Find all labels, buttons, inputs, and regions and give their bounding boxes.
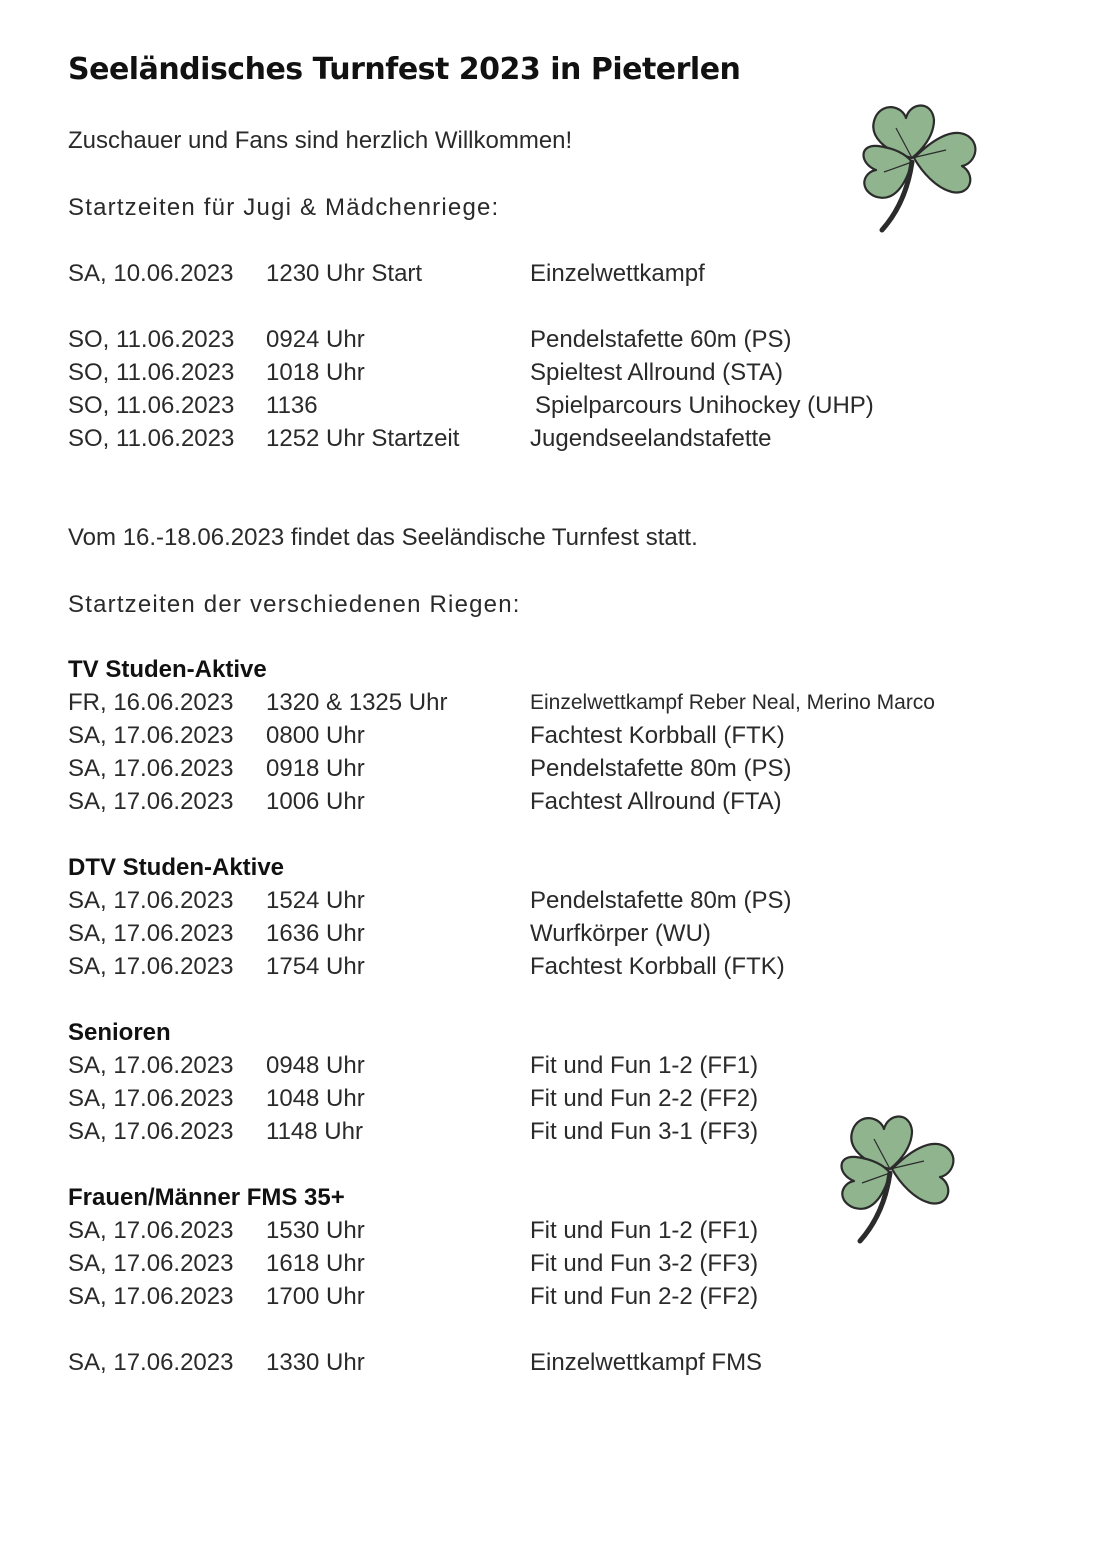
row-time: 1320 & 1325 Uhr <box>266 689 448 716</box>
four-leaf-clover-icon <box>824 1103 960 1249</box>
row-time: 1230 Uhr Start <box>266 260 423 287</box>
schedule-row <box>68 1282 1058 1312</box>
schedule-row <box>68 754 1058 784</box>
row-time: 0918 Uhr <box>266 755 365 782</box>
row-event: Pendelstafette 60m (PS) <box>530 326 792 353</box>
row-time: 0800 Uhr <box>266 722 365 749</box>
row-date: FR, 16.06.2023 <box>68 689 234 716</box>
row-date: SA, 17.06.2023 <box>68 722 234 749</box>
row-date: SA, 17.06.2023 <box>68 887 234 914</box>
row-event: Einzelwettkampf Reber Neal, Merino Marco <box>530 691 935 714</box>
jugi-row <box>68 325 1058 355</box>
welcome-text: Zuschauer und Fans sind herzlich Willkommen! <box>68 127 573 154</box>
schedule-row <box>68 1249 1058 1279</box>
row-date: SA, 17.06.2023 <box>68 1283 234 1310</box>
row-time: 1006 Uhr <box>266 788 365 815</box>
row-event: Fachtest Allround (FTA) <box>530 788 782 815</box>
jugi-row <box>68 358 1058 388</box>
row-time: 1018 Uhr <box>266 359 365 386</box>
row-date: SA, 17.06.2023 <box>68 953 234 980</box>
row-time: 1530 Uhr <box>266 1217 365 1244</box>
row-date: SA, 17.06.2023 <box>68 1085 234 1112</box>
row-event: Fit und Fun 3-1 (FF3) <box>530 1118 759 1145</box>
row-time: 1618 Uhr <box>266 1250 365 1277</box>
row-time: 1700 Uhr <box>266 1283 365 1310</box>
row-event: Fit und Fun 2-2 (FF2) <box>530 1085 759 1112</box>
row-date: SA, 10.06.2023 <box>68 260 234 287</box>
riegen-section-heading: Startzeiten der verschiedenen Riegen: <box>68 591 521 618</box>
schedule-row <box>68 952 1058 982</box>
four-leaf-clover-icon <box>846 92 982 238</box>
jugi-row <box>68 391 1058 421</box>
row-event: Jugendseelandstafette <box>530 425 772 452</box>
schedule-row <box>68 787 1058 817</box>
row-event: Spielparcours Unihockey (UHP) <box>535 392 874 419</box>
row-date: SA, 17.06.2023 <box>68 788 234 815</box>
row-time: 1754 Uhr <box>266 953 365 980</box>
row-time: 1252 Uhr Startzeit <box>266 425 460 452</box>
group-heading-fms: Frauen/Männer FMS 35+ <box>68 1184 345 1211</box>
row-time: 1048 Uhr <box>266 1085 365 1112</box>
row-time: 1524 Uhr <box>266 887 365 914</box>
jugi-row <box>68 424 1058 454</box>
row-date: SA, 17.06.2023 <box>68 1118 234 1145</box>
row-time: 0948 Uhr <box>266 1052 365 1079</box>
jugi-section-heading: Startzeiten für Jugi & Mädchenriege: <box>68 194 500 221</box>
row-date: SA, 17.06.2023 <box>68 1250 234 1277</box>
row-event: Spieltest Allround (STA) <box>530 359 783 386</box>
jugi-row <box>68 259 1058 289</box>
row-event: Fachtest Korbball (FTK) <box>530 953 785 980</box>
row-event: Einzelwettkampf FMS <box>530 1349 763 1376</box>
row-event: Pendelstafette 80m (PS) <box>530 887 792 914</box>
schedule-row <box>68 919 1058 949</box>
schedule-row <box>68 886 1058 916</box>
row-date: SA, 17.06.2023 <box>68 755 234 782</box>
schedule-row <box>68 688 1058 718</box>
schedule-row <box>68 721 1058 751</box>
row-event: Pendelstafette 80m (PS) <box>530 755 792 782</box>
group-heading-tv-studen: TV Studen-Aktive <box>68 656 267 683</box>
row-time: 1636 Uhr <box>266 920 365 947</box>
row-date: SO, 11.06.2023 <box>68 359 235 386</box>
row-event: Einzelwettkampf <box>530 260 705 287</box>
page-title: Seeländisches Turnfest 2023 in Pieterlen <box>68 52 741 87</box>
schedule-row <box>68 1051 1058 1081</box>
row-date: SA, 17.06.2023 <box>68 1052 234 1079</box>
row-event: Fit und Fun 1-2 (FF1) <box>530 1052 759 1079</box>
row-event: Fit und Fun 3-2 (FF3) <box>530 1250 759 1277</box>
row-time: 1148 Uhr <box>266 1118 363 1145</box>
row-time: 1330 Uhr <box>266 1349 365 1376</box>
schedule-row <box>68 1348 1058 1378</box>
row-event: Fit und Fun 1-2 (FF1) <box>530 1217 759 1244</box>
row-time: 0924 Uhr <box>266 326 365 353</box>
group-heading-senioren: Senioren <box>68 1019 171 1046</box>
row-date: SO, 11.06.2023 <box>68 425 235 452</box>
row-date: SA, 17.06.2023 <box>68 1217 234 1244</box>
row-event: Wurfkörper (WU) <box>530 920 711 947</box>
row-event: Fachtest Korbball (FTK) <box>530 722 785 749</box>
row-date: SO, 11.06.2023 <box>68 326 235 353</box>
row-date: SA, 17.06.2023 <box>68 1349 234 1376</box>
row-date: SO, 11.06.2023 <box>68 392 235 419</box>
row-time: 1136 <box>266 392 318 419</box>
fest-info-text: Vom 16.-18.06.2023 findet das Seeländische Turnfest statt. <box>68 524 698 551</box>
row-event: Fit und Fun 2-2 (FF2) <box>530 1283 759 1310</box>
group-heading-dtv-studen: DTV Studen-Aktive <box>68 854 285 881</box>
row-date: SA, 17.06.2023 <box>68 920 234 947</box>
